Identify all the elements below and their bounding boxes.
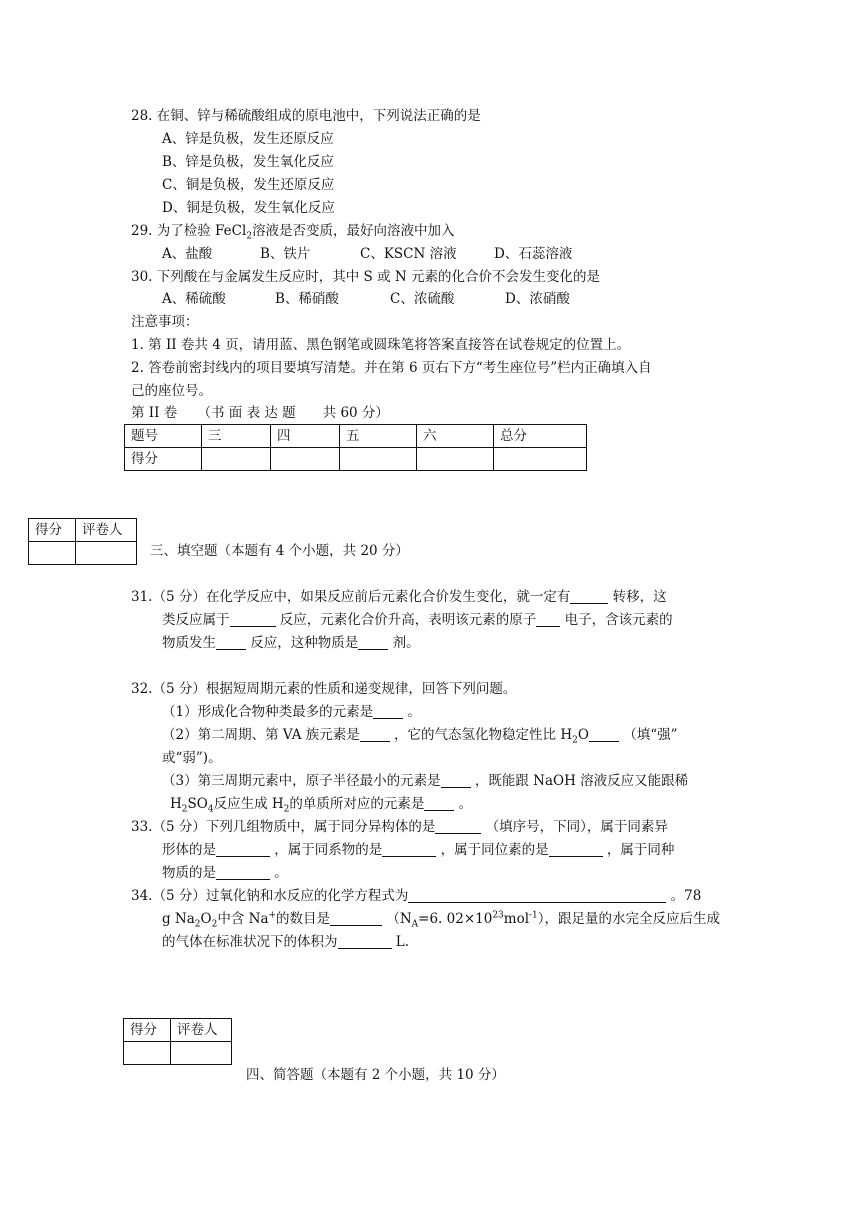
- grader-box-grader-label: 评卷人: [171, 1019, 232, 1042]
- score-table-header: 四: [271, 425, 340, 448]
- answer-blank[interactable]: [360, 727, 390, 742]
- answer-blank[interactable]: [570, 589, 608, 604]
- q29-option-a: A、盐酸: [162, 246, 213, 262]
- score-cell[interactable]: [417, 448, 494, 471]
- grader-box-grader-cell[interactable]: [76, 542, 137, 565]
- q32-sub1: （1）形成化合物种类最多的元素是 。: [162, 704, 421, 720]
- q33-line3: 物质的是 。: [162, 865, 288, 881]
- q29-option-c: C、KSCN 溶液: [360, 246, 457, 262]
- q32-sub2: （2）第二周期、第 VA 族元素是 ，它的气态氢化物稳定性比 $H_2O$ （填“强”: [162, 727, 678, 746]
- grader-box-score-cell[interactable]: [29, 542, 76, 565]
- q32-sub2-cont: 或“弱”)。: [162, 750, 222, 766]
- q32-stem: 32.（5 分）根据短周期元素的性质和递变规律，回答下列问题。: [131, 681, 517, 697]
- score-cell[interactable]: [340, 448, 417, 471]
- q31-line2: 类反应属于 反应，元素化合价升高，表明该元素的原子 电子，含该元素的: [162, 612, 673, 628]
- score-table-header: 五: [340, 425, 417, 448]
- answer-blank[interactable]: [216, 865, 270, 880]
- notice-item-2: 2. 答卷前密封线内的项目要填写清楚。并在第 6 页右下方“考生座位号”栏内正确填入自: [131, 360, 652, 376]
- notice-item-2-cont: 己的座位号。: [131, 383, 212, 399]
- q31-line1: 31.（5 分）在化学反应中，如果反应前后元素化合价发生变化，就一定有 转移，这: [131, 589, 667, 605]
- answer-blank[interactable]: [408, 888, 666, 903]
- q32-sub3: （3）第三周期元素中，原子半径最小的元素是 ，既能跟 NaOH 溶液反应又能跟稀: [162, 773, 689, 789]
- q34-line1: 34.（5 分）过氧化钠和水反应的化学方程式为 。78: [131, 888, 702, 904]
- notice-item-1: 1. 第 II 卷共 4 页，请用蓝、黑色钢笔或圆珠笔将答案直接答在试卷规定的位置上。: [131, 337, 631, 353]
- score-cell[interactable]: [271, 448, 340, 471]
- q34-line3: 的气体在标准状况下的体积为 L.: [162, 934, 410, 950]
- q29-option-d: D、石蕊溶液: [494, 246, 573, 262]
- section4-title: 四、简答题（本题有 2 个小题，共 10 分）: [246, 1067, 505, 1083]
- q30-option-d: D、浓硝酸: [505, 291, 570, 307]
- grader-box-score-label: 得分: [29, 519, 76, 542]
- score-table-header: 题号: [125, 425, 202, 448]
- answer-blank[interactable]: [373, 704, 403, 719]
- q34-line2: g $Na_2O_2$中含 Na+的数目是 （$N_A=6$. $02\times 10^{23}mol^{-1}$），跟足量的水完全反应后生成: [162, 910, 721, 930]
- score-table-header: 总分: [494, 425, 587, 448]
- answer-blank[interactable]: [549, 842, 603, 857]
- score-table-header: 三: [202, 425, 271, 448]
- answer-blank[interactable]: [536, 612, 560, 627]
- q28-option-b: B、锌是负极，发生氧化反应: [162, 154, 334, 170]
- score-table: [124, 424, 587, 471]
- answer-blank[interactable]: [382, 842, 436, 857]
- answer-blank[interactable]: [358, 635, 388, 650]
- grader-box-score-label: 得分: [124, 1019, 171, 1042]
- answer-blank[interactable]: [330, 911, 382, 926]
- grader-box-grader-label: 评卷人: [76, 519, 137, 542]
- score-cell[interactable]: [494, 448, 587, 471]
- q28-option-a: A、锌是负极，发生还原反应: [162, 131, 334, 147]
- answer-blank[interactable]: [216, 635, 246, 650]
- q32-sub3-cont: $H_2SO_4$反应生成 $H_2$的单质所对应的元素是 。: [170, 796, 473, 815]
- answer-blank[interactable]: [424, 796, 454, 811]
- section3-title: 三、填空题（本题有 4 个小题，共 20 分）: [150, 543, 409, 559]
- answer-blank[interactable]: [230, 612, 276, 627]
- q28-stem: 28. 在铜、锌与稀硫酸组成的原电池中，下列说法正确的是: [131, 108, 481, 124]
- answer-blank[interactable]: [441, 773, 471, 788]
- q31-line3: 物质发生 反应，这种物质是 剂。: [162, 635, 420, 651]
- q28-option-c: C、铜是负极，发生还原反应: [162, 177, 335, 193]
- q30-option-a: A、稀硫酸: [162, 291, 226, 307]
- grader-box-section4: [123, 1018, 232, 1065]
- answer-blank[interactable]: [435, 819, 481, 834]
- score-table-row-label: 得分: [125, 448, 202, 471]
- answer-blank[interactable]: [216, 842, 270, 857]
- answer-blank[interactable]: [589, 727, 619, 742]
- score-table-score-row: [125, 448, 587, 471]
- q30-stem: 30. 下列酸在与金属发生反应时，其中 S 或 N 元素的化合价不会发生变化的是: [131, 269, 600, 285]
- part2-title: 第 II 卷 （书 面 表 达 题 共 60 分）: [131, 405, 389, 421]
- score-table-header: 六: [417, 425, 494, 448]
- grader-box-grader-cell[interactable]: [171, 1042, 232, 1065]
- notice-title: 注意事项：: [131, 314, 199, 330]
- grader-box-section3: [28, 518, 137, 565]
- q33-line2: 形体的是 ，属于同系物的是 ，属于同位素的是 ，属于同种: [162, 842, 675, 858]
- q30-option-c: C、浓硫酸: [390, 291, 455, 307]
- answer-blank[interactable]: [338, 934, 392, 949]
- score-cell[interactable]: [202, 448, 271, 471]
- q29-option-b: B、铁片: [260, 246, 311, 262]
- score-table-header-row: [125, 425, 587, 448]
- grader-box-score-cell[interactable]: [124, 1042, 171, 1065]
- q29-stem: 29. 为了检验 FeCl$_2$溶液是否变质，最好向溶液中加入: [131, 223, 455, 242]
- q30-option-b: B、稀硝酸: [275, 291, 339, 307]
- q33-line1: 33.（5 分）下列几组物质中，属于同分异构体的是 （填序号，下同），属于同素异: [131, 819, 668, 835]
- q28-option-d: D、铜是负极，发生氧化反应: [162, 200, 335, 216]
